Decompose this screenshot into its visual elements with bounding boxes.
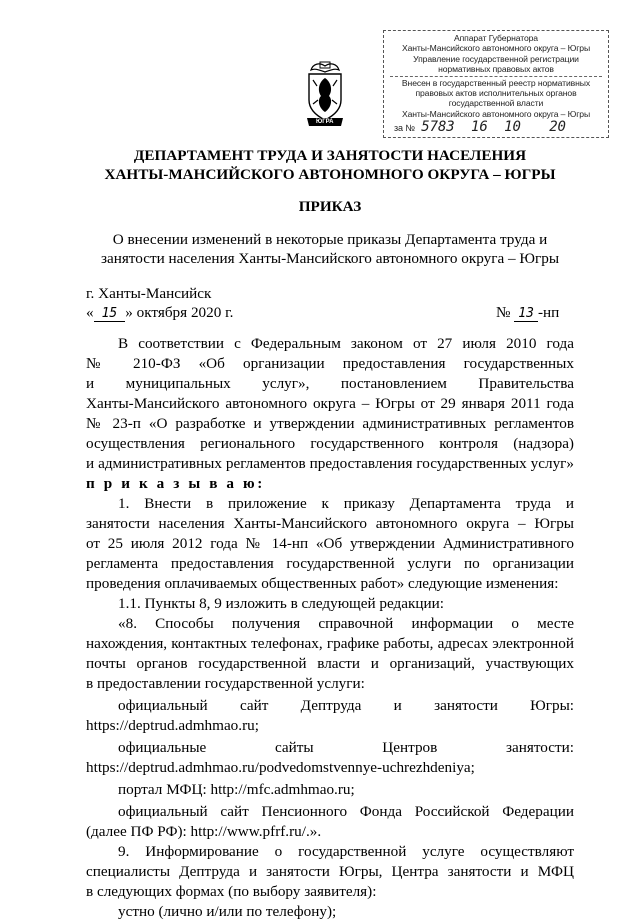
body-line: 1. Внести в приложение к приказу Департамента труда и [118,495,574,512]
body-line: нахождения, контактных телефонах, графике работы, адресах электронной [86,635,574,652]
stamp-line: нормативных правовых актов [438,64,554,75]
body-line: официальные сайты Центров занятости: [118,739,574,756]
date-quote-open: « [86,304,94,321]
number-value: 13 [514,306,538,322]
body-line: осуществления регионального государственного контроля (надзора) [86,435,574,452]
stamp-registration-number [384,119,608,136]
body-line: 1.1. Пункты 8, 9 изложить в следующей редакции: [118,595,445,612]
department-name-line2: ХАНТЫ-МАНСИЙСКОГО АВТОНОМНОГО ОКРУГА – ЮГРЫ [104,166,556,183]
coat-of-arms-label: ЮГРА [316,119,334,125]
order-number [496,303,559,324]
body-line: Ханты-Мансийского автономного округа – Югры от 29 января 2011 года [86,395,574,412]
body-line: (далее ПФ РФ): http://www.pfrf.ru/.». [86,823,322,840]
body-line: № 23-п «О разработке и утверждении административных регламентов [86,415,574,432]
body-line: официальный сайт Дептруда и занятости Югры: [118,697,574,714]
stamp-line: Управление государственной регистрации [413,53,579,64]
stamp-reg-number: 5783 [421,119,455,136]
body-line: официальный сайт Пенсионного Фонда Российской Федерации [118,803,574,820]
body-line: регламента предоставления государственной услуги по организации [86,555,574,572]
number-prefix: № [496,304,511,321]
stamp-line: Ханты-Мансийского автономного округа – Югры [401,43,591,54]
date-day: 15 [94,306,126,322]
date-rest: » октября 2020 г. [125,304,234,321]
subject-line2: занятости населения Ханты-Мансийского автономного округа – Югры [100,250,560,267]
subject-line1: О внесении изменений в некоторые приказы Департамента труда и [112,231,548,248]
order-date [86,303,233,324]
body-line: портал МФЦ: http://mfc.admhmao.ru; [118,781,355,798]
body-line: почты органов государственной власти и организаций, участвующих [86,655,574,672]
body-line: 9. Информирование о государственной услуге осуществляют [118,843,574,860]
order-verb: п р и к а з ы в а ю: [86,475,265,492]
body-line: проведения оплачиваемых общественных работ» следующие изменения: [86,575,559,592]
body-line: и административных регламентов предоставления государственных услуг» [86,455,574,472]
stamp-reg-year: 20 [549,119,566,136]
registration-stamp [383,30,609,138]
document-type: ПРИКАЗ [298,198,362,215]
body-line: «8. Способы получения справочной информации о месте [118,615,574,632]
body-line: В соответствии с Федеральным законом от 27 июля 2010 года [118,335,574,352]
body-line: https://deptrud.admhmao.ru; [86,717,259,734]
body-line: и муниципальных услуг», постановлением Правительства [86,375,574,392]
number-suffix: -нп [537,304,560,321]
stamp-reg-month: 10 [504,119,521,136]
stamp-reg-day: 16 [471,119,488,136]
body-line: от 25 июля 2012 года № 14-нп «Об утверждении Административного [86,535,574,552]
stamp-line: государственной власти [448,98,544,109]
stamp-line: правовых актов исполнительных органов [415,88,577,99]
city: г. Ханты-Мансийск [86,285,212,302]
body-line: в предоставлении государственной услуги: [86,675,365,692]
body-line: специалисты Дептруда и занятости Югры, Центра занятости и МФЦ [86,863,574,880]
body-line: https://deptrud.admhmao.ru/podvedomstvennye-uchrezhdeniya; [86,759,475,776]
coat-of-arms-icon [303,60,347,130]
body-line: в следующих формах (по выбору заявителя): [86,883,377,900]
body-line: занятости населения Ханты-Мансийского автономного округа – Югры [86,515,574,532]
stamp-reg-prefix: за № [394,123,415,134]
stamp-line: Аппарат Губернатора [454,33,538,43]
body-line: № 210-ФЗ «Об организации предоставления государственных [86,355,574,372]
department-name-line1: ДЕПАРТАМЕНТ ТРУДА И ЗАНЯТОСТИ НАСЕЛЕНИЯ [133,147,527,164]
body-line: устно (лично и/или по телефону); [118,903,337,920]
stamp-line: Ханты-Мансийского автономного округа – Югры [401,108,591,119]
stamp-line: Внесен в государственный реестр нормативных [401,77,591,88]
stamp-divider [390,76,602,77]
